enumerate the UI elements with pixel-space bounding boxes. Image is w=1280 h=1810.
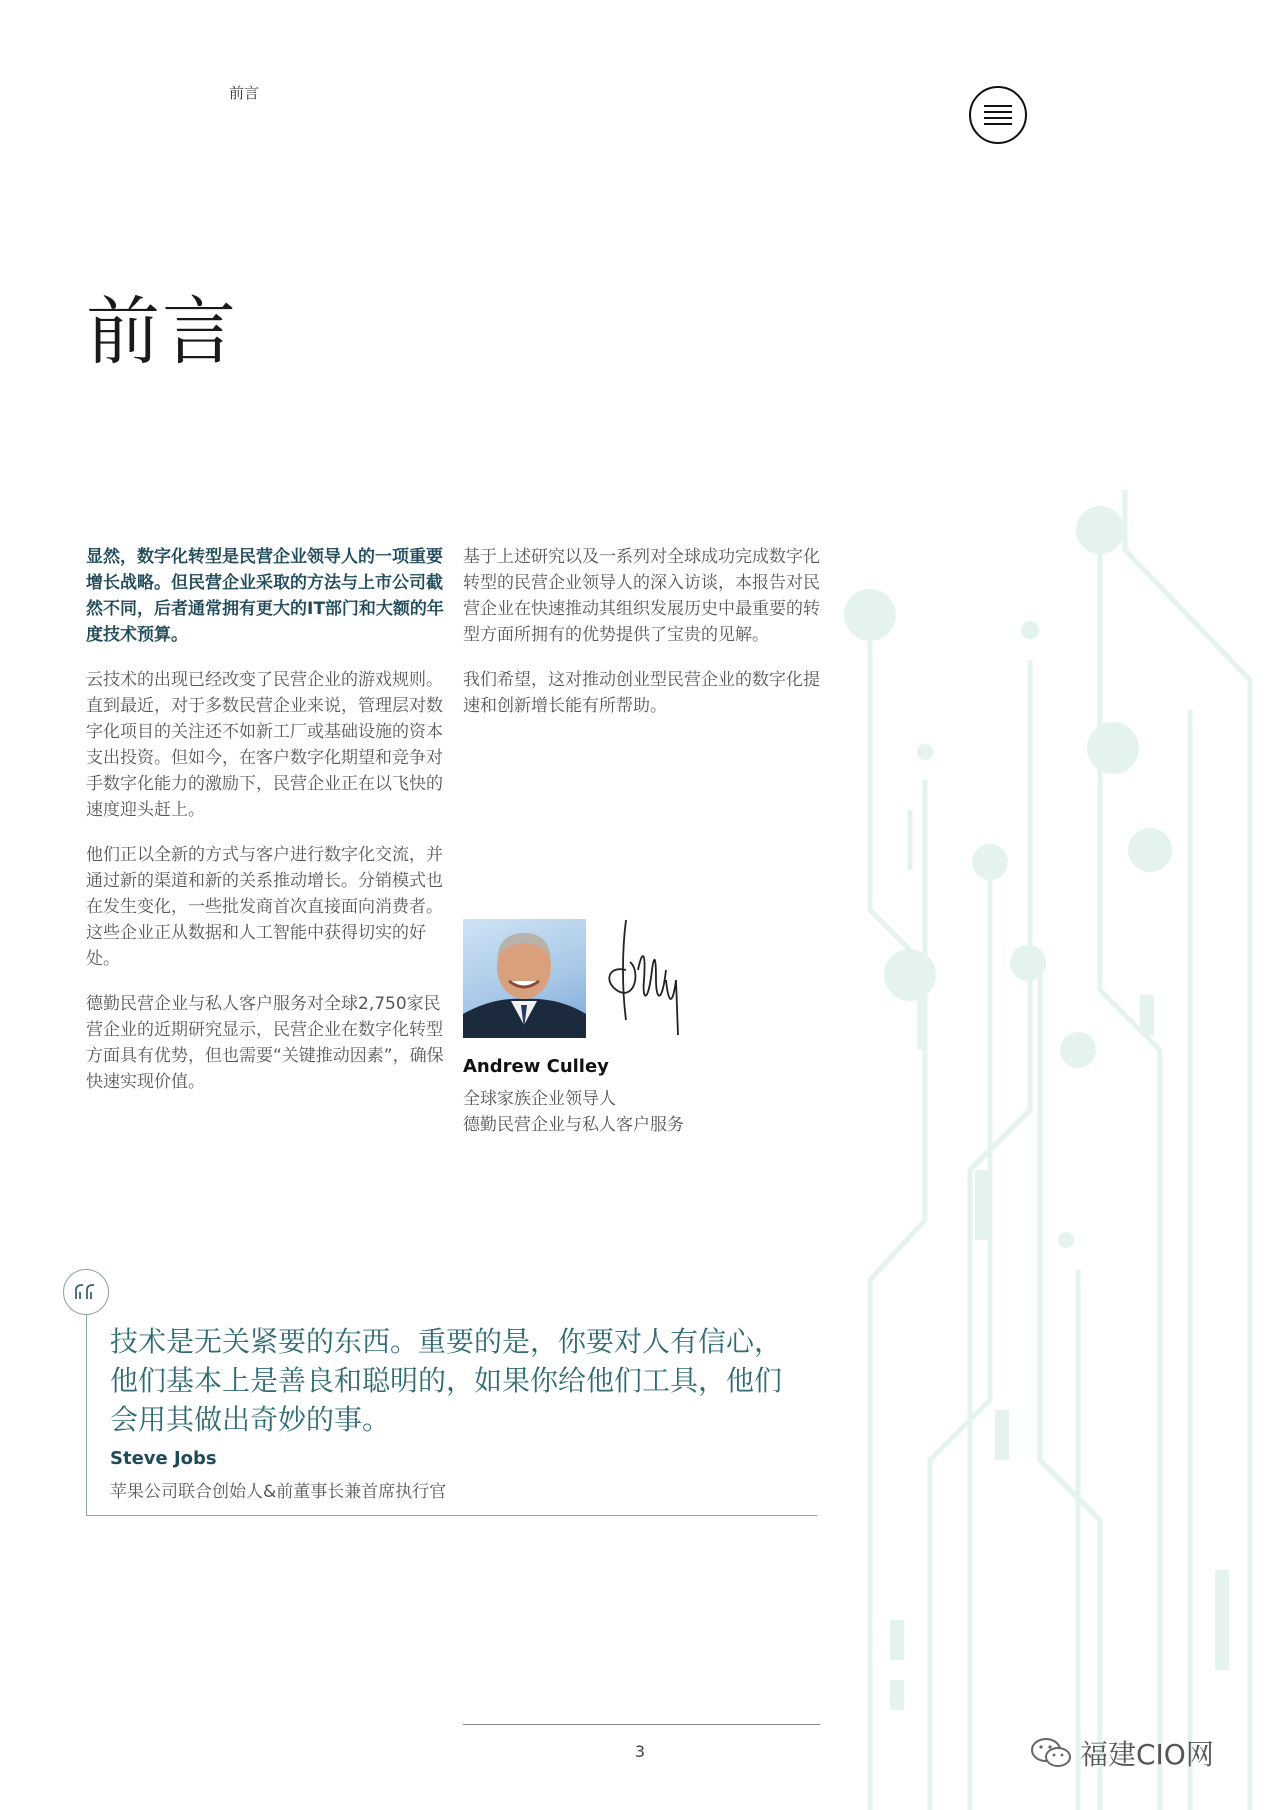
circuit-decoration [830,490,1280,1810]
footer-divider [463,1724,820,1725]
quote-author-role: 苹果公司联合创始人&前董事长兼首席执行官 [110,1482,447,1502]
author-org: 德勤民营企业与私人客户服务 [463,1115,684,1135]
author-title: 全球家族企业领导人 [463,1089,616,1109]
lead-paragraph: 显然，数字化转型是民营企业领导人的一项重要增长战略。但民营企业采取的方法与上市公司截然不同，后者通常拥有更大的IT部门和大额的年度技术预算。 [86,547,444,645]
page-title: 前言 [86,289,238,375]
body-paragraph: 基于上述研究以及一系列对全球成功完成数字化转型的民营企业领导人的深入访谈，本报告对民营企业在快速推动其组织发展历史中最重要的转型方面所拥有的优势提供了宝贵的见解。 [463,547,820,645]
body-paragraph: 我们希望，这对推动创业型民营企业的数字化提速和创新增长能有所帮助。 [463,670,820,716]
author-portrait [463,919,586,1038]
body-paragraph: 他们正以全新的方式与客户进行数字化交流，并通过新的渠道和新的关系推动增长。分销模式也在发生变化，一些批发商首次直接面向消费者。这些企业正从数据和人工智能中获得切实的好处。 [86,845,443,969]
wechat-icon [1030,1736,1074,1770]
menu-icon [984,105,1012,107]
body-paragraph: 云技术的出现已经改变了民营企业的游戏规则。直到最近，对于多数民营企业来说，管理层对数字化项目的关注还不如新工厂或基础设施的资本支出投资。但如今，在客户数字化期望和竞争对手数字化能力的激励下，民营企业正在以飞快的速度迎头赶上。 [86,670,443,820]
menu-button[interactable] [969,86,1027,144]
page-number: 3 [634,1742,646,1761]
watermark-text: 福建CIO网 [1080,1738,1214,1771]
quote-text: 技术是无关紧要的东西。重要的是，你要对人有信心，他们基本上是善良和聪明的，如果你给他们工具，他们会用其做出奇妙的事。 [110,1325,783,1436]
quote-icon [63,1269,109,1315]
right-column [463,544,823,738]
body-paragraph: 德勤民营企业与私人客户服务对全球2,750家民营企业的近期研究显示，民营企业在数字化转型方面具有优势，但也需要“关键推动因素”，确保快速实现价值。 [86,994,444,1092]
quote-author-name: Steve Jobs [110,1448,217,1469]
author-signature [596,910,686,1040]
left-column [86,544,446,1114]
watermark [1030,1733,1214,1773]
section-label: 前言 [229,84,260,102]
author-name: Andrew Culley [463,1056,609,1077]
